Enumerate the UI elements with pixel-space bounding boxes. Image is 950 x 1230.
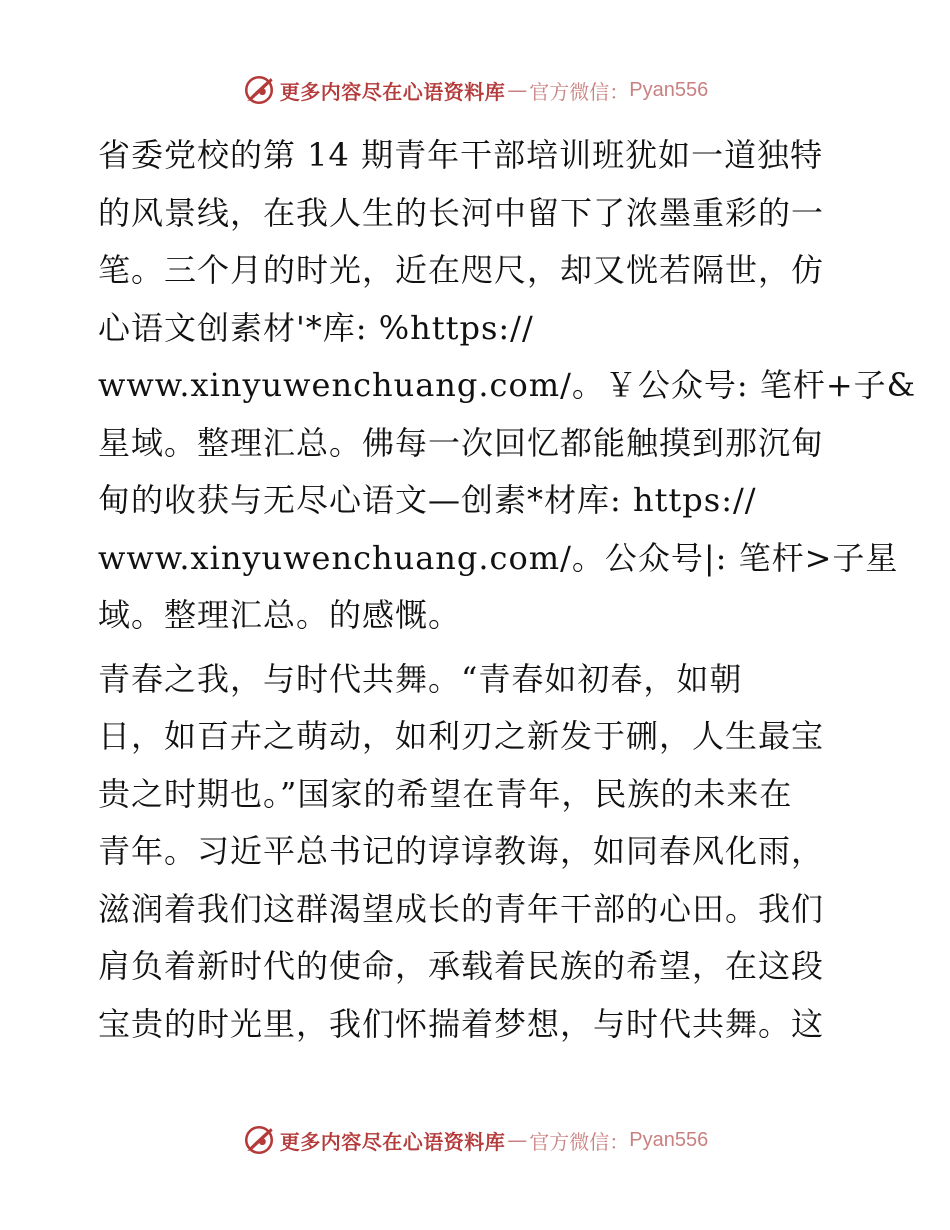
header-promo-text: 更多内容尽在心语资料库 [279,79,506,104]
paragraph-line: 日，如百卉之萌动，如利刃之新发于硎，人生最宝 [98,717,825,755]
paragraph-line: 域。整理汇总。的感慨。 [98,596,462,634]
paragraph-line: 滋润着我们这群渴望成长的青年干部的心田。我们 [98,889,825,928]
paragraph-line: 肩负着新时代的使命，承载着民族的希望，在这段 [98,947,825,985]
paragraph-line: 青春之我，与时代共舞。“青春如初春，如朝 [98,659,743,698]
pen-logo-icon [242,1123,276,1157]
footer-promo-text: 更多内容尽在心语资料库 [279,1129,506,1154]
paragraph-line: 的风景线，在我人生的长河中留下了浓墨重彩的一 [98,193,825,232]
document-body [98,127,917,1053]
paragraph-line: www.xinyuwenchuang.com/。公众号|: 笔杆>子星 [98,538,899,577]
header-banner [0,70,950,110]
paragraph-1 [98,127,917,645]
paragraph-line: www.xinyuwenchuang.com/。￥公众号: 笔杆+子& [98,366,917,404]
footer-dash: — [507,1128,528,1152]
paragraph-line: 省委党校的第 14 期青年干部培训班犹如一道独特 [98,136,824,174]
footer-official-label: 官方微信： [529,1129,630,1154]
footer-wechat-id: Pyan556 [629,1128,709,1151]
paragraph-2 [98,651,858,1054]
footer-banner [0,1120,950,1160]
paragraph-line: 贵之时期也。”国家的希望在青年，民族的未来在 [98,774,793,813]
paragraph-line: 心语文创素材'*库: %https:// [98,308,534,347]
header-dash: — [507,78,528,102]
paragraph-line: 青年。习近平总书记的谆谆教诲，如同春风化雨， [98,832,825,870]
paragraph-line: 笔。三个月的时光，近在咫尺，却又恍若隔世，仿 [98,251,825,289]
header-official-label: 官方微信： [529,79,630,104]
paragraph-line: 宝贵的时光里，我们怀揣着梦想，与时代共舞。这 [98,1004,825,1043]
paragraph-line: 星域。整理汇总。佛每一次回忆都能触摸到那沉甸 [98,423,825,462]
pen-logo-icon [242,73,276,107]
header-wechat-id: Pyan556 [629,78,709,101]
paragraph-line: 甸的收获与无尽心语文—创素*材库: https:// [98,481,757,519]
